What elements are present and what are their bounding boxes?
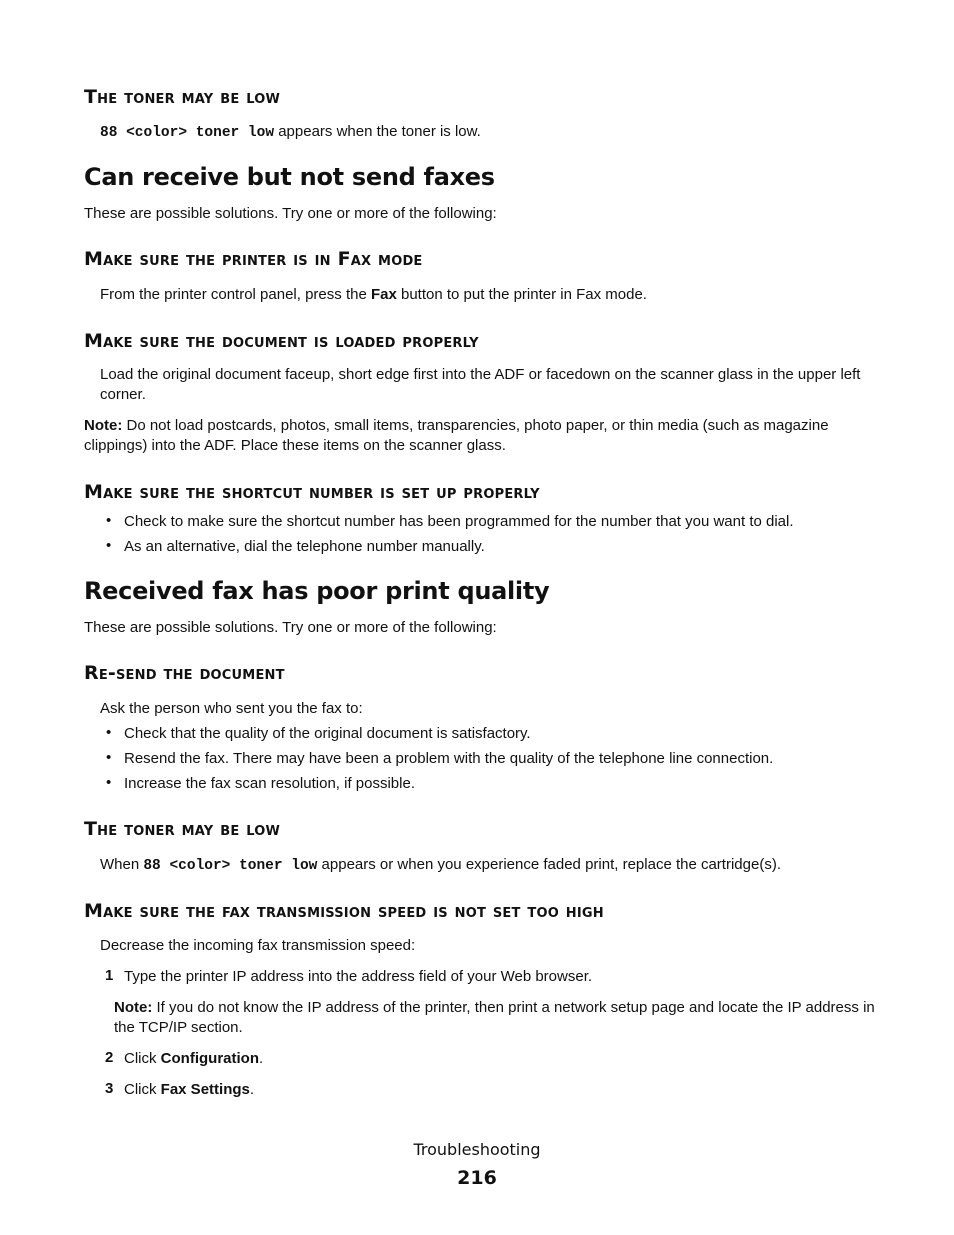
heading-poor-quality: Received fax has poor print quality	[84, 577, 550, 605]
code-toner-low-2: 88 <color> toner low	[143, 858, 318, 874]
text-configuration: Configuration	[160, 1050, 259, 1067]
bullet-icon: •	[106, 774, 112, 791]
step-number: 2	[105, 1049, 114, 1066]
text-replace-cartridge: appears or when you experience faded print, replace the cartridge(s).	[317, 856, 781, 873]
footer-section-label: Troubleshooting	[413, 1140, 541, 1159]
lead-transmission-speed: Decrease the incoming fax transmission speed:	[100, 937, 416, 954]
note-text: If you do not know the IP address of the printer, then print a network setup page and locate the IP address in the TCP/IP section.	[114, 999, 875, 1036]
heading-fax-mode: Make sure the printer is in Fax mode	[84, 248, 423, 270]
bullet-icon: •	[106, 749, 112, 766]
heading-cannot-send: Can receive but not send faxes	[84, 163, 495, 191]
note-label: Note:	[84, 417, 123, 434]
step-text	[124, 1049, 263, 1069]
paragraph-toner-low	[100, 122, 481, 143]
note-label: Note:	[114, 999, 153, 1016]
text-when: When	[100, 856, 144, 873]
text-fax-mode-pre: From the printer control panel, press the	[100, 286, 371, 303]
bullet-icon: •	[106, 537, 112, 554]
text-click: Click	[124, 1050, 161, 1067]
step-number: 3	[105, 1080, 114, 1097]
text-click: Click	[124, 1081, 161, 1098]
lead-resend: Ask the person who sent you the fax to:	[100, 700, 363, 717]
page-number: 216	[457, 1167, 497, 1189]
text-fax-bold: Fax	[370, 286, 397, 303]
list-item: As an alternative, dial the telephone number manually.	[124, 538, 485, 555]
note-document-loaded	[84, 416, 864, 456]
text-period: .	[259, 1050, 264, 1067]
bullet-icon: •	[106, 724, 112, 741]
heading-document-loaded: Make sure the document is loaded properly	[84, 330, 479, 352]
list-item: Check to make sure the shortcut number has been programmed for the number that you want to dial.	[124, 513, 794, 530]
heading-toner-low: The toner may be low	[84, 86, 281, 108]
text-period: .	[249, 1081, 255, 1098]
text-toner-low: appears when the toner is low.	[274, 123, 481, 140]
heading-shortcut-number: Make sure the shortcut number is set up properly	[84, 481, 540, 503]
heading-transmission-speed: Make sure the fax transmission speed is not set too high	[84, 900, 604, 922]
note-ip-address	[114, 998, 879, 1038]
paragraph-fax-mode	[100, 285, 647, 305]
intro-poor-quality: These are possible solutions. Try one or more of the following:	[84, 619, 497, 636]
paragraph-toner-low-2	[100, 855, 781, 876]
intro-cannot-send: These are possible solutions. Try one or more of the following:	[84, 205, 497, 222]
note-text: Do not load postcards, photos, small items, transparencies, photo paper, or thin media (such as magazine clippings) into the ADF. Place these items on the scanner glass.	[84, 417, 829, 454]
step-number: 1	[105, 967, 114, 984]
bullet-icon: •	[106, 512, 112, 529]
text-fax-mode-post: button to put the printer in Fax mode.	[396, 286, 647, 303]
step-text: Type the printer IP address into the address field of your Web browser.	[124, 968, 593, 985]
text-fax-settings: Fax Settings	[160, 1081, 250, 1098]
step-text	[124, 1080, 254, 1100]
paragraph-document-loaded: Load the original document faceup, short edge first into the ADF or facedown on the scanner glass in the upper left corner.	[100, 366, 861, 403]
list-item: Resend the fax. There may have been a problem with the quality of the telephone line connection.	[124, 750, 774, 767]
list-item: Check that the quality of the original document is satisfactory.	[124, 725, 531, 742]
heading-resend: Re-send the document	[84, 662, 285, 684]
heading-toner-low-2: The toner may be low	[84, 818, 281, 840]
list-item: Increase the fax scan resolution, if possible.	[124, 775, 415, 792]
code-toner-low: 88 <color> toner low	[100, 125, 275, 141]
